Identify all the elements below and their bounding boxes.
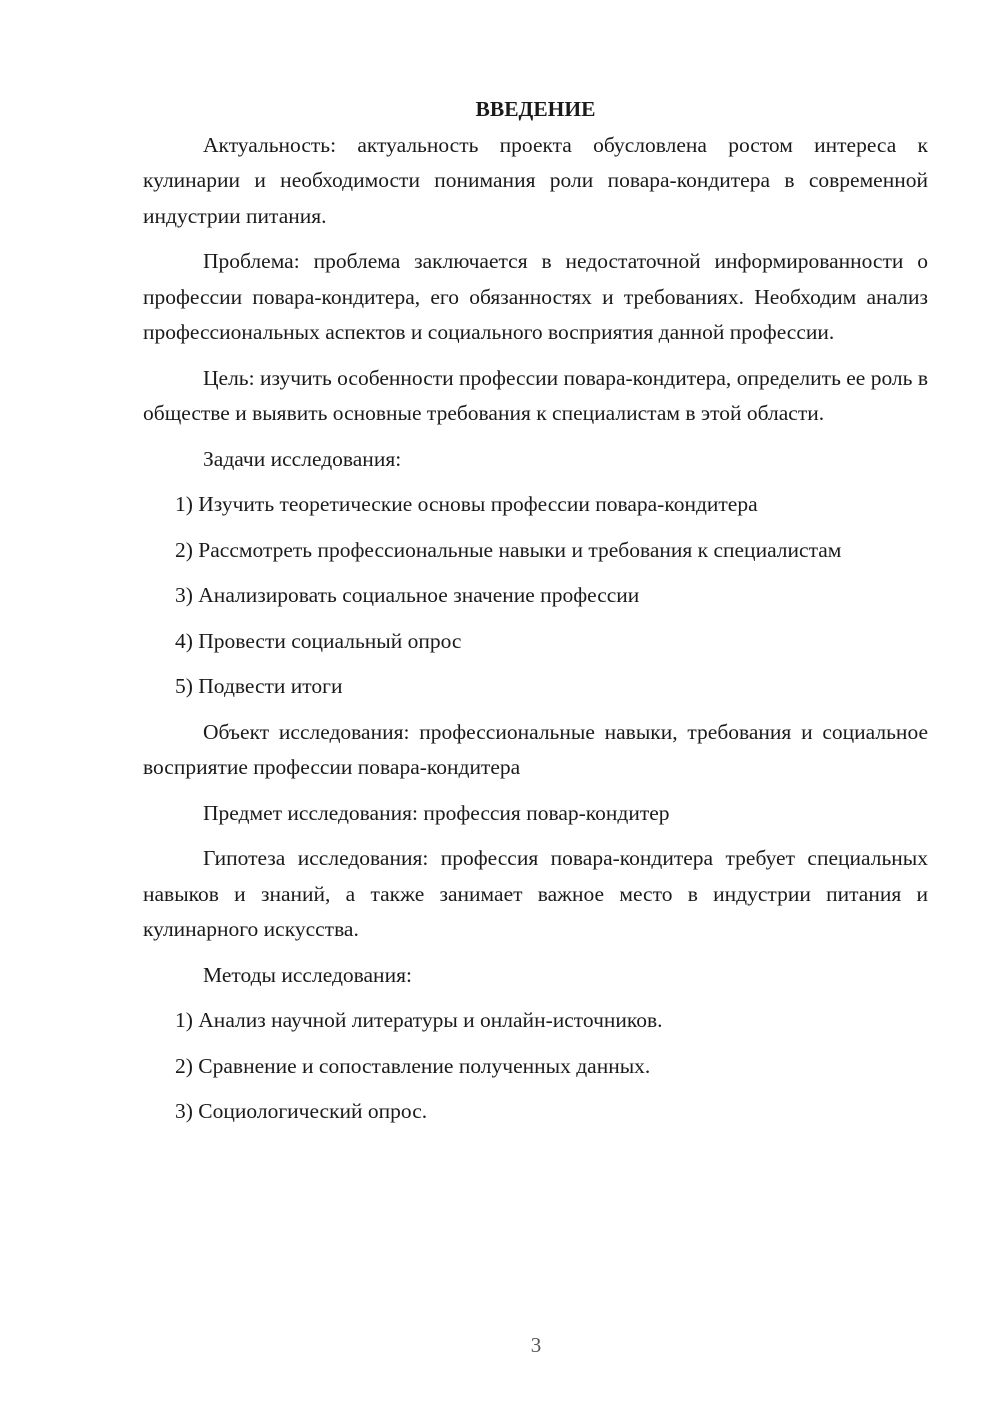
task-item: 3) Анализировать социальное значение профессии (175, 583, 640, 607)
task-item: 4) Провести социальный опрос (175, 628, 462, 653)
method-item: 1) Анализ научной литературы и онлайн-источников. (175, 1008, 663, 1032)
task-item: 2) Рассмотреть профессиональные навыки и требования к специалистам (175, 537, 842, 562)
method-item: 3) Социологический опрос. (175, 1099, 428, 1123)
paragraph-problem: Проблема: проблема заключается в недостаточной информированности о профессии повара-кондитера, его обязанностях и требованиях. Необходим анализ профессиональных аспектов и социального восприятия данной профессии. (143, 249, 928, 344)
methods-heading: Методы исследования: (203, 962, 412, 987)
tasks-heading: Задачи исследования: (203, 446, 402, 471)
page-title: ВВЕДЕНИЕ (475, 97, 596, 121)
page-number: 3 (530, 1333, 542, 1357)
paragraph-object: Объект исследования: профессиональные навыки, требования и социальное восприятие профессии повара-кондитера (143, 719, 928, 779)
document-page (143, 92, 928, 1130)
paragraph-goal: Цель: изучить особенности профессии повара-кондитера, определить ее роль в обществе и выявить основные требования к специалистам в этой области. (143, 365, 928, 425)
task-item: 5) Подвести итоги (175, 674, 343, 698)
task-item: 1) Изучить теоретические основы профессии повара-кондитера (175, 492, 758, 516)
paragraph-hypothesis: Гипотеза исследования: профессия повара-кондитера требует специальных навыков и знаний, а также занимает важное место в индустрии питания и кулинарного искусства. (143, 846, 928, 941)
paragraph-relevance: Актуальность: актуальность проекта обусловлена ростом интереса к кулинарии и необходимости понимания роли повара-кондитера в современной индустрии питания. (143, 132, 928, 228)
method-item: 2) Сравнение и сопоставление полученных данных. (175, 1053, 651, 1078)
paragraph-subject: Предмет исследования: профессия повар-кондитер (203, 800, 670, 825)
